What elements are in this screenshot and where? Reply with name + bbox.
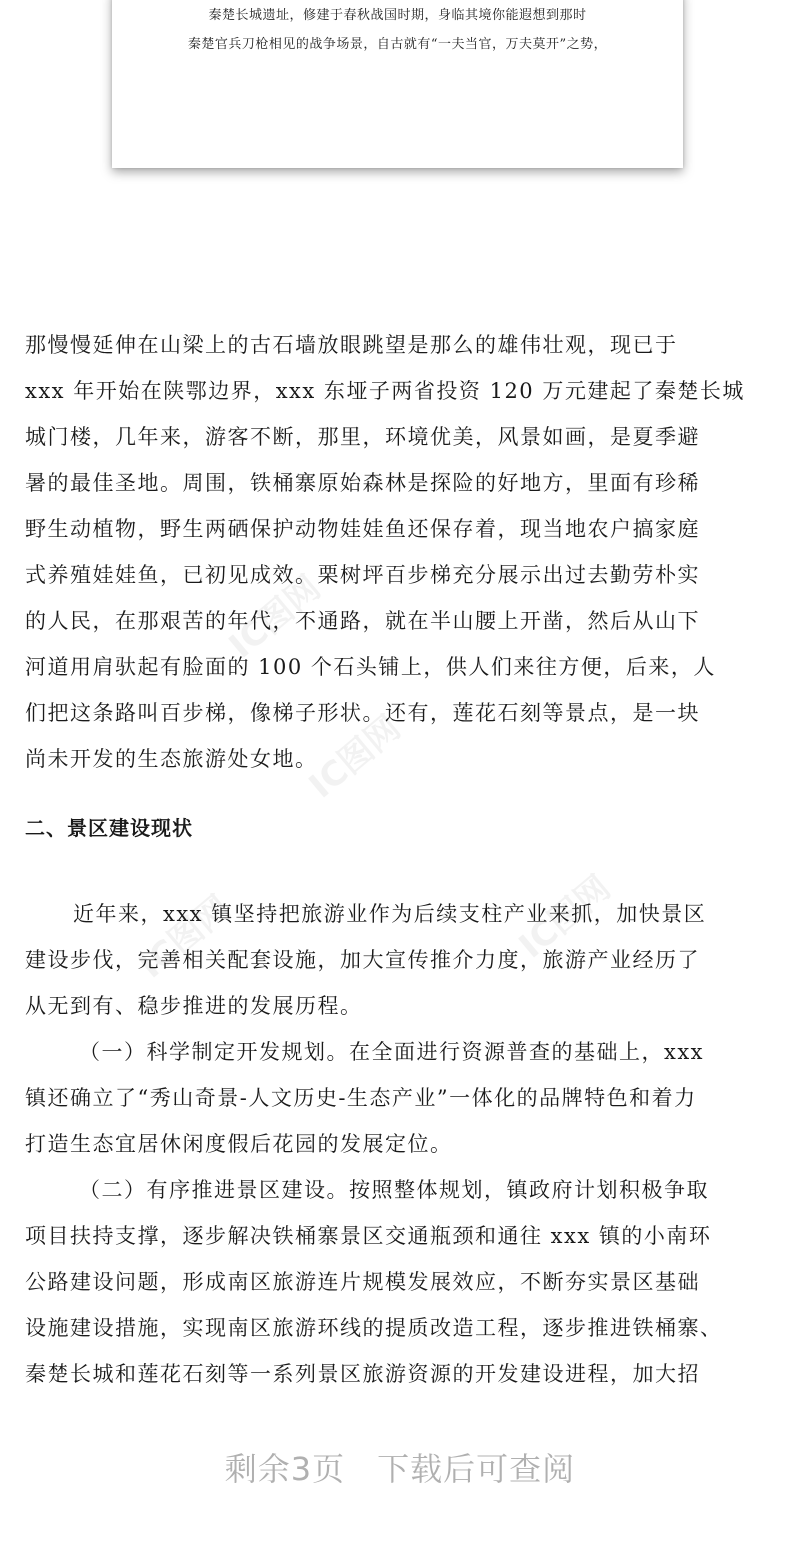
text-line: 从无到有、稳步推进的发展历程。 <box>25 994 363 1018</box>
text-line: （二）有序推进景区建设。按照整体规划，镇政府计划积极争取 <box>79 1178 709 1202</box>
watermark: IC图网 <box>511 867 619 967</box>
text-line: 建设步伐，完善相关配套设施，加大宣传推介力度，旅游产业经历了 <box>25 948 700 972</box>
text-line: 近年来，xxx 镇坚持把旅游业作为后续支柱产业来抓，加快景区 <box>73 902 707 926</box>
download-prompt[interactable] <box>0 1444 800 1490</box>
download-to-view-link[interactable]: 下载后可查阅 <box>377 1450 576 1488</box>
text-line: 公路建设问题，形成南区旅游连片规模发展效应，不断夯实景区基础 <box>25 1270 700 1294</box>
section-heading: 二、景区建设现状 <box>25 816 193 840</box>
text-line: 城门楼，几年来，游客不断，那里，环境优美，风景如画，是夏季避 <box>25 425 700 449</box>
text-line: 秦楚长城和莲花石刻等一系列景区旅游资源的开发建设进程，加大招 <box>25 1362 700 1386</box>
section-paragraphs <box>25 891 785 1397</box>
text-line: 野生动植物，野生两硒保护动物娃娃鱼还保存着，现当地农户搞家庭 <box>25 517 700 541</box>
caption-line: 秦楚长城遗址，修建于春秋战国时期，身临其境你能遐想到那时 <box>208 8 587 23</box>
text-line: 设施建设措施，实现南区旅游环线的提质改造工程，逐步推进铁桶寨、 <box>25 1316 723 1340</box>
text-line: xxx 年开始在陕鄂边界，xxx 东垭子两省投资 120 万元建起了秦楚长城 <box>25 379 745 403</box>
text-line: 尚未开发的生态旅游处女地。 <box>25 747 318 771</box>
text-line: 暑的最佳圣地。周围，铁桶寨原始森林是探险的好地方，里面有珍稀 <box>25 471 700 495</box>
watermark: IC图网 <box>131 887 239 987</box>
text-line: 的人民，在那艰苦的年代，不通路，就在半山腰上开凿，然后从山下 <box>25 609 700 633</box>
text-line: 那慢慢延伸在山梁上的古石墙放眼跳望是那么的雄伟壮观，现已于 <box>25 333 678 357</box>
watermark: IC图网 <box>301 707 409 807</box>
text-line: （一）科学制定开发规划。在全面进行资源普查的基础上，xxx <box>79 1040 705 1064</box>
remaining-pages-label: 剩余3页 <box>224 1450 346 1488</box>
image-caption-card <box>112 0 683 168</box>
text-line: 们把这条路叫百步梯，像梯子形状。还有，莲花石刻等景点，是一块 <box>25 701 700 725</box>
text-line: 河道用肩驮起有脸面的 100 个石头铺上，供人们来往方便，后来，人 <box>25 655 716 679</box>
text-line: 项目扶持支撑，逐步解决铁桶寨景区交通瓶颈和通往 xxx 镇的小南环 <box>25 1224 712 1248</box>
watermark: IC图网 <box>221 567 329 667</box>
caption-line: 秦楚官兵刀枪相见的战争场景，自古就有“一夫当官，万夫莫开”之势， <box>187 37 608 52</box>
text-line: 式养殖娃娃鱼，已初见成效。栗树坪百步梯充分展示出过去勤劳朴实 <box>25 563 700 587</box>
body-paragraph <box>25 322 775 782</box>
text-line: 打造生态宜居休闲度假后花园的发展定位。 <box>25 1132 453 1156</box>
text-line: 镇还确立了“秀山奇景-人文历史-生态产业”一体化的品牌特色和着力 <box>25 1086 697 1110</box>
